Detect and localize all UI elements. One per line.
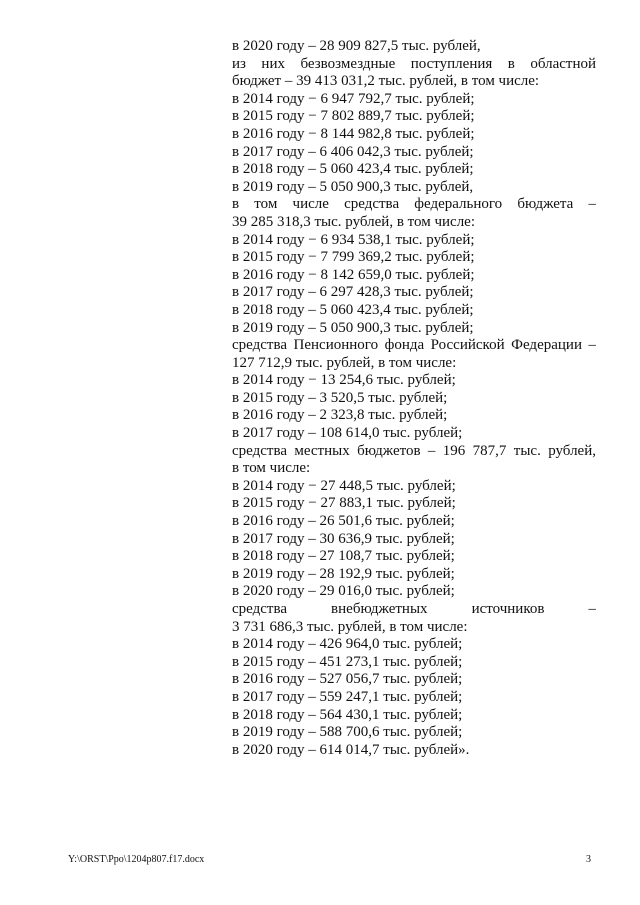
text-line: в 2015 году – 451 273,1 тыс. рублей; xyxy=(232,653,463,670)
text-line: в 2016 году − 8 144 982,8 тыс. рублей; xyxy=(232,125,475,142)
text-line: в 2014 году − 27 448,5 тыс. рублей; xyxy=(232,477,456,494)
text-line: бюджет – 39 413 031,2 тыс. рублей, в том числе: xyxy=(232,73,540,90)
footer-file-path: Y:\ORST\Ppo\1204p807.f17.docx xyxy=(68,854,205,865)
page-number: 3 xyxy=(586,854,591,865)
text-line: в том числе средства федерального бюджета – xyxy=(232,196,596,213)
text-line: в 2019 году – 588 700,6 тыс. рублей; xyxy=(232,724,463,741)
text-line: в 2015 году − 7 802 889,7 тыс. рублей; xyxy=(232,108,475,125)
text-line: в 2018 году – 5 060 423,4 тыс. рублей; xyxy=(232,301,474,318)
text-line: в 2019 году – 28 192,9 тыс. рублей; xyxy=(232,565,455,582)
text-line: в 2018 году – 5 060 423,4 тыс. рублей; xyxy=(232,161,474,178)
text-line: в том числе: xyxy=(232,460,311,477)
text-line: в 2016 году – 2 323,8 тыс. рублей; xyxy=(232,407,448,424)
text-line: 127 712,9 тыс. рублей, в том числе: xyxy=(232,354,457,371)
text-line: в 2014 году – 426 964,0 тыс. рублей; xyxy=(232,636,463,653)
text-line: средства внебюджетных источников – xyxy=(232,601,596,617)
text-line: в 2015 году – 3 520,5 тыс. рублей; xyxy=(232,389,448,406)
text-line: из них безвозмездные поступления в областной xyxy=(232,55,596,72)
text-line: в 2016 году − 8 142 659,0 тыс. рублей; xyxy=(232,266,475,283)
text-line: в 2015 году − 27 883,1 тыс. рублей; xyxy=(232,495,456,512)
text-line: в 2020 году – 28 909 827,5 тыс. рублей, xyxy=(232,38,481,54)
text-line: в 2014 году − 6 947 792,7 тыс. рублей; xyxy=(232,90,475,107)
text-line: в 2018 году – 564 430,1 тыс. рублей; xyxy=(232,706,463,723)
document-body xyxy=(232,38,596,759)
text-line: в 2017 году – 6 297 428,3 тыс. рублей; xyxy=(232,284,474,301)
text-line: в 2019 году – 5 050 900,3 тыс. рублей, xyxy=(232,178,474,195)
text-line: в 2014 году − 6 934 538,1 тыс. рублей; xyxy=(232,231,475,248)
text-line: 3 731 686,3 тыс. рублей, в том числе: xyxy=(232,618,468,635)
text-line: в 2017 году – 6 406 042,3 тыс. рублей; xyxy=(232,143,474,160)
text-line: в 2016 году – 527 056,7 тыс. рублей; xyxy=(232,671,463,688)
text-line: в 2020 году – 29 016,0 тыс. рублей; xyxy=(232,583,455,600)
text-line: средства Пенсионного фонда Российской Федерации – xyxy=(232,337,596,354)
text-line: в 2016 году – 26 501,6 тыс. рублей; xyxy=(232,513,455,530)
text-line: в 2017 году – 30 636,9 тыс. рублей; xyxy=(232,530,455,547)
text-line: средства местных бюджетов – 196 787,7 тыс. рублей, xyxy=(232,442,596,459)
text-line: в 2019 году – 5 050 900,3 тыс. рублей; xyxy=(232,319,474,336)
text-line: в 2017 году – 559 247,1 тыс. рублей; xyxy=(232,688,463,705)
text-line: в 2015 году − 7 799 369,2 тыс. рублей; xyxy=(232,249,475,266)
text-line: в 2017 году – 108 614,0 тыс. рублей; xyxy=(232,425,463,442)
text-line: 39 285 318,3 тыс. рублей, в том числе: xyxy=(232,213,476,230)
text-line: в 2018 году – 27 108,7 тыс. рублей; xyxy=(232,548,455,565)
text-line: в 2020 году – 614 014,7 тыс. рублей». xyxy=(232,741,470,758)
text-line: в 2014 году − 13 254,6 тыс. рублей; xyxy=(232,372,456,389)
